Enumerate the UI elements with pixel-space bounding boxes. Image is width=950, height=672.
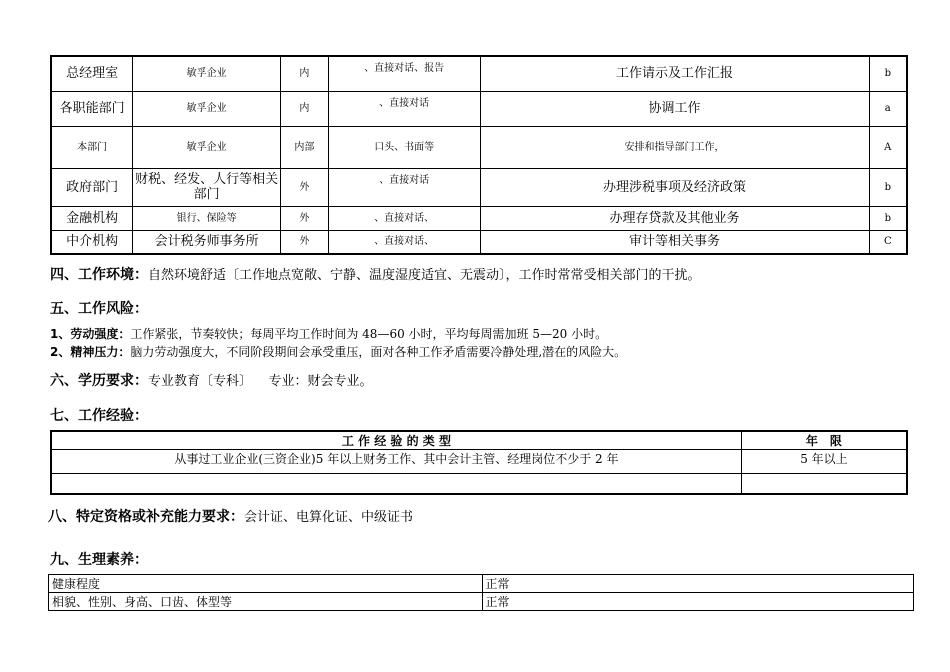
level-cell: b (869, 56, 907, 91)
method-cell: 、直接对话、 (328, 206, 480, 230)
physical-heading (50, 549, 148, 569)
physical-value-cell: 正常 (482, 593, 914, 611)
table-row (51, 91, 907, 126)
level-cell: C (869, 230, 907, 254)
table-row (51, 206, 907, 230)
company-cell: 财税、经发、人行等相关部门 (133, 168, 281, 206)
content-cell: 办理存贷款及其他业务 (480, 206, 869, 230)
section-heading: 四、工作环境： (50, 267, 148, 283)
dept-cell: 金融机构 (51, 206, 133, 230)
risk-item (50, 325, 607, 342)
method-cell: 口头、书面等 (328, 126, 480, 168)
company-cell: 敏孚企业 (133, 126, 281, 168)
dept-cell: 本部门 (51, 126, 133, 168)
physical-table (48, 574, 914, 611)
company-cell: 会计税务师事务所 (133, 230, 281, 254)
content-cell: 审计等相关事务 (480, 230, 869, 254)
method-cell: 、直接对话、 (328, 230, 480, 254)
section-heading: 六、学历要求： (50, 373, 148, 389)
section-heading: 八、特定资格或补充能力要求： (48, 509, 244, 525)
level-cell: a (869, 91, 907, 126)
method-cell: 、直接对话 (328, 168, 480, 206)
content-cell: 协调工作 (480, 91, 869, 126)
physical-item-cell: 相貌、性别、身高、口齿、体型等 (49, 593, 483, 611)
scope-cell: 内 (280, 91, 328, 126)
section-heading: 七、工作经验： (50, 408, 148, 424)
work-risk-heading (50, 298, 148, 318)
level-cell: A (869, 126, 907, 168)
dept-cell: 中介机构 (51, 230, 133, 254)
table-row (51, 56, 907, 91)
content-cell: 办理涉税事项及经济政策 (480, 168, 869, 206)
section-heading: 五、工作风险： (50, 301, 148, 317)
column-header: 年 限 (741, 431, 907, 450)
experience-years-cell: 5 年以上 (741, 450, 907, 474)
table-row (51, 474, 907, 494)
experience-heading (50, 405, 148, 425)
method-cell: 、直接对话 (328, 91, 480, 126)
table-header-row (51, 431, 907, 450)
physical-value-cell: 正常 (482, 575, 914, 593)
experience-type-cell (51, 474, 741, 494)
content-cell: 安排和指导部门工作， (480, 126, 869, 168)
risk-item (50, 343, 626, 360)
scope-cell: 内部 (280, 126, 328, 168)
table-row (51, 450, 907, 474)
table-row (51, 230, 907, 254)
dept-cell: 政府部门 (51, 168, 133, 206)
risk-text: 脑力劳动强度大，不同阶段期间会承受重压，面对各种工作矛盾需要冷静处理,潜在的风险大。 (130, 345, 627, 359)
section-text: 会计证、电算化证、中级证书 (244, 510, 414, 525)
section-heading: 九、生理素养： (50, 552, 148, 568)
experience-type-cell: 从事过工业企业(三资企业)5 年以上财务工作、其中会计主管、经理岗位不少于 2 年 (51, 450, 741, 474)
experience-years-cell (741, 474, 907, 494)
scope-cell: 外 (280, 206, 328, 230)
work-environment (50, 264, 701, 284)
table-row (51, 126, 907, 168)
table-row (49, 593, 914, 611)
content-cell: 工作请示及工作汇报 (480, 56, 869, 91)
education (50, 370, 373, 390)
column-header: 工 作 经 验 的 类 型 (51, 431, 741, 450)
experience-table (50, 430, 908, 495)
method-cell: 、直接对话、报告 (328, 56, 480, 91)
scope-cell: 外 (280, 168, 328, 206)
section-text: 专业教育〔专科〕 专业：财会专业。 (148, 374, 373, 389)
scope-cell: 外 (280, 230, 328, 254)
dept-cell: 总经理室 (51, 56, 133, 91)
dept-cell: 各职能部门 (51, 91, 133, 126)
company-cell: 敏孚企业 (133, 56, 281, 91)
level-cell: b (869, 206, 907, 230)
risk-label: 1、劳动强度： (50, 327, 131, 341)
section-text: 自然环境舒适〔工作地点宽敞、宁静、温度湿度适宜、无震动〕，工作时常常受相关部门的干扰。 (148, 268, 701, 283)
risk-text: 工作紧张，节奏较快；每周平均工作时间为 48—60 小时，平均每周需加班 5—20 小时。 (130, 327, 608, 341)
table-row (51, 168, 907, 206)
table-row (49, 575, 914, 593)
physical-item-cell: 健康程度 (49, 575, 483, 593)
scope-cell: 内 (280, 56, 328, 91)
level-cell: b (869, 168, 907, 206)
risk-label: 2、精神压力： (50, 345, 131, 359)
qualification (48, 506, 413, 526)
company-cell: 银行、保险等 (133, 206, 281, 230)
company-cell: 敏孚企业 (133, 91, 281, 126)
contacts-table (50, 55, 908, 255)
